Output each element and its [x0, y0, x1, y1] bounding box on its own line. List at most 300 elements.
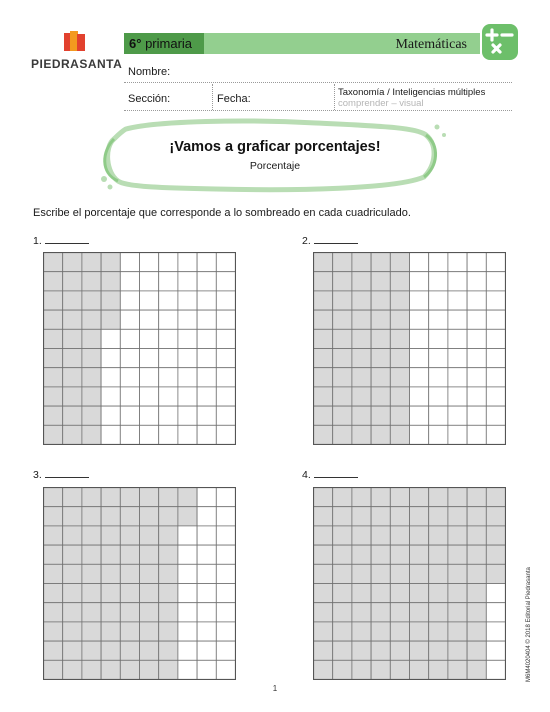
empty-cell [120, 425, 139, 444]
shaded-cell [101, 272, 120, 291]
shaded-cell [63, 622, 82, 641]
empty-cell [197, 349, 216, 368]
subject-title: Matemáticas [395, 37, 467, 52]
shaded-cell [44, 488, 63, 507]
shaded-cell [333, 660, 352, 679]
shaded-cell [314, 272, 333, 291]
shaded-cell [333, 564, 352, 583]
shaded-cell [314, 526, 333, 545]
empty-cell [410, 291, 429, 310]
grade-label [129, 36, 192, 51]
shaded-cell [352, 406, 371, 425]
empty-cell [101, 406, 120, 425]
shaded-cell [140, 641, 159, 660]
shaded-cell [390, 660, 409, 679]
shaded-cell [333, 387, 352, 406]
empty-cell [178, 387, 197, 406]
shaded-cell [314, 387, 333, 406]
empty-cell [410, 349, 429, 368]
shaded-cell [44, 310, 63, 329]
shaded-cell [371, 622, 390, 641]
shaded-cell [159, 603, 178, 622]
shaded-cell [120, 622, 139, 641]
empty-cell [410, 406, 429, 425]
empty-cell [178, 545, 197, 564]
item-label-4 [302, 468, 358, 481]
empty-cell [467, 310, 486, 329]
empty-cell [410, 253, 429, 272]
shaded-cell [63, 507, 82, 526]
shaded-cell [390, 488, 409, 507]
shaded-cell [159, 488, 178, 507]
shaded-cell [314, 545, 333, 564]
empty-cell [140, 291, 159, 310]
percent-grid-2 [313, 252, 506, 445]
item-number: 2. [302, 235, 311, 247]
shaded-cell [448, 660, 467, 679]
empty-cell [178, 310, 197, 329]
shaded-cell [352, 660, 371, 679]
shaded-cell [101, 488, 120, 507]
shaded-cell [371, 272, 390, 291]
banner-subtitle: Porcentaje [249, 160, 301, 172]
shaded-cell [429, 660, 448, 679]
shaded-cell [448, 564, 467, 583]
shaded-cell [44, 425, 63, 444]
empty-cell [197, 291, 216, 310]
shaded-cell [82, 368, 101, 387]
shaded-cell [314, 622, 333, 641]
shaded-cell [63, 526, 82, 545]
shaded-cell [429, 545, 448, 564]
empty-cell [178, 368, 197, 387]
item-number: 3. [33, 469, 42, 481]
empty-cell [216, 272, 235, 291]
shaded-cell [63, 488, 82, 507]
answer-blank[interactable] [314, 234, 358, 244]
shaded-cell [467, 526, 486, 545]
empty-cell [429, 349, 448, 368]
shaded-cell [448, 545, 467, 564]
shaded-cell [390, 387, 409, 406]
empty-cell [178, 622, 197, 641]
empty-cell [197, 387, 216, 406]
empty-cell [467, 368, 486, 387]
logo-icon [64, 31, 88, 53]
shaded-cell [140, 603, 159, 622]
empty-cell [216, 507, 235, 526]
shaded-cell [371, 660, 390, 679]
empty-cell [159, 425, 178, 444]
empty-cell [467, 349, 486, 368]
shaded-cell [352, 349, 371, 368]
shaded-cell [371, 488, 390, 507]
empty-cell [410, 387, 429, 406]
shaded-cell [333, 329, 352, 348]
shaded-cell [352, 545, 371, 564]
empty-cell [197, 253, 216, 272]
empty-cell [140, 425, 159, 444]
empty-cell [429, 310, 448, 329]
shaded-cell [140, 584, 159, 603]
shaded-cell [429, 603, 448, 622]
empty-cell [159, 349, 178, 368]
shaded-cell [63, 584, 82, 603]
shaded-cell [410, 526, 429, 545]
empty-cell [178, 526, 197, 545]
shaded-cell [410, 564, 429, 583]
seccion-fecha-field[interactable] [124, 110, 512, 111]
shaded-cell [159, 584, 178, 603]
empty-cell [178, 564, 197, 583]
empty-cell [101, 425, 120, 444]
shaded-cell [371, 507, 390, 526]
shaded-cell [410, 603, 429, 622]
empty-cell [216, 545, 235, 564]
shaded-cell [467, 584, 486, 603]
shaded-cell [159, 641, 178, 660]
shaded-cell [352, 291, 371, 310]
shaded-cell [390, 622, 409, 641]
shaded-cell [429, 622, 448, 641]
shaded-cell [101, 660, 120, 679]
shaded-cell [44, 564, 63, 583]
shaded-cell [120, 603, 139, 622]
empty-cell [159, 387, 178, 406]
shaded-cell [371, 368, 390, 387]
shaded-cell [63, 564, 82, 583]
empty-cell [159, 310, 178, 329]
empty-cell [101, 329, 120, 348]
shaded-cell [390, 368, 409, 387]
shaded-cell [371, 406, 390, 425]
empty-cell [178, 603, 197, 622]
shaded-cell [120, 584, 139, 603]
shaded-cell [44, 387, 63, 406]
empty-cell [467, 272, 486, 291]
shaded-cell [82, 603, 101, 622]
empty-cell [197, 272, 216, 291]
shaded-cell [410, 622, 429, 641]
shaded-cell [467, 603, 486, 622]
empty-cell [448, 406, 467, 425]
seccion-label: Sección: [128, 93, 171, 105]
shaded-cell [390, 507, 409, 526]
shaded-cell [140, 545, 159, 564]
shaded-cell [101, 310, 120, 329]
shaded-cell [82, 329, 101, 348]
empty-cell [486, 660, 505, 679]
answer-blank[interactable] [314, 468, 358, 478]
empty-cell [178, 641, 197, 660]
empty-cell [159, 406, 178, 425]
shaded-cell [371, 329, 390, 348]
shaded-cell [371, 603, 390, 622]
shaded-cell [371, 584, 390, 603]
divider [212, 84, 213, 110]
empty-cell [486, 310, 505, 329]
shaded-cell [63, 349, 82, 368]
shaded-cell [44, 603, 63, 622]
empty-cell [159, 272, 178, 291]
empty-cell [178, 425, 197, 444]
shaded-cell [371, 349, 390, 368]
empty-cell [120, 310, 139, 329]
empty-cell [216, 310, 235, 329]
empty-cell [159, 329, 178, 348]
shaded-cell [352, 584, 371, 603]
empty-cell [410, 425, 429, 444]
shaded-cell [333, 425, 352, 444]
nombre-label: Nombre: [128, 66, 171, 78]
empty-cell [197, 425, 216, 444]
shaded-cell [390, 641, 409, 660]
empty-cell [486, 425, 505, 444]
nombre-field[interactable] [124, 82, 512, 83]
shaded-cell [429, 507, 448, 526]
empty-cell [486, 641, 505, 660]
shaded-cell [101, 564, 120, 583]
empty-cell [216, 406, 235, 425]
shaded-cell [467, 545, 486, 564]
shaded-cell [82, 291, 101, 310]
shaded-cell [63, 291, 82, 310]
empty-cell [216, 641, 235, 660]
empty-cell [197, 488, 216, 507]
shaded-cell [410, 545, 429, 564]
shaded-cell [140, 622, 159, 641]
banner-title: ¡Vamos a graficar porcentajes! [169, 139, 381, 155]
shaded-cell [82, 425, 101, 444]
shaded-cell [82, 622, 101, 641]
shaded-cell [120, 507, 139, 526]
shaded-cell [352, 622, 371, 641]
shaded-cell [333, 488, 352, 507]
shaded-cell [44, 660, 63, 679]
shaded-cell [101, 545, 120, 564]
empty-cell [197, 507, 216, 526]
empty-cell [197, 622, 216, 641]
empty-cell [486, 291, 505, 310]
shaded-cell [371, 425, 390, 444]
shaded-cell [371, 253, 390, 272]
shaded-cell [44, 545, 63, 564]
shaded-cell [101, 291, 120, 310]
fecha-label: Fecha: [217, 93, 251, 105]
empty-cell [216, 329, 235, 348]
shaded-cell [390, 406, 409, 425]
empty-cell [178, 291, 197, 310]
shaded-cell [333, 603, 352, 622]
shaded-cell [352, 387, 371, 406]
shaded-cell [333, 272, 352, 291]
empty-cell [140, 272, 159, 291]
empty-cell [178, 272, 197, 291]
empty-cell [429, 329, 448, 348]
shaded-cell [467, 641, 486, 660]
shaded-cell [120, 564, 139, 583]
shaded-cell [140, 488, 159, 507]
shaded-cell [333, 253, 352, 272]
empty-cell [159, 291, 178, 310]
divider [334, 84, 335, 110]
empty-cell [178, 660, 197, 679]
empty-cell [486, 603, 505, 622]
shaded-cell [314, 603, 333, 622]
shaded-cell [140, 507, 159, 526]
instructions: Escribe el porcentaje que corresponde a lo sombreado en cada cuadriculado. [33, 207, 411, 219]
shaded-cell [159, 526, 178, 545]
shaded-cell [467, 622, 486, 641]
shaded-cell [333, 349, 352, 368]
shaded-cell [314, 584, 333, 603]
shaded-cell [352, 368, 371, 387]
empty-cell [216, 291, 235, 310]
empty-cell [448, 291, 467, 310]
shaded-cell [448, 526, 467, 545]
empty-cell [120, 253, 139, 272]
shaded-cell [63, 406, 82, 425]
item-label-3 [33, 468, 89, 481]
empty-cell [120, 406, 139, 425]
empty-cell [159, 253, 178, 272]
percent-grid-1 [43, 252, 236, 445]
shaded-cell [63, 545, 82, 564]
shaded-cell [44, 507, 63, 526]
empty-cell [197, 406, 216, 425]
empty-cell [429, 387, 448, 406]
shaded-cell [63, 641, 82, 660]
shaded-cell [140, 526, 159, 545]
shaded-cell [390, 603, 409, 622]
empty-cell [448, 329, 467, 348]
empty-cell [140, 349, 159, 368]
shaded-cell [352, 310, 371, 329]
empty-cell [101, 387, 120, 406]
answer-blank[interactable] [45, 234, 89, 244]
shaded-cell [467, 564, 486, 583]
shaded-cell [101, 641, 120, 660]
shaded-cell [352, 329, 371, 348]
shaded-cell [352, 641, 371, 660]
shaded-cell [333, 507, 352, 526]
shaded-cell [390, 425, 409, 444]
shaded-cell [159, 507, 178, 526]
shaded-cell [371, 526, 390, 545]
shaded-cell [410, 584, 429, 603]
empty-cell [448, 425, 467, 444]
empty-cell [101, 368, 120, 387]
brand-name: PIEDRASANTA [31, 57, 123, 71]
shaded-cell [63, 387, 82, 406]
empty-cell [197, 368, 216, 387]
shaded-cell [82, 406, 101, 425]
shaded-cell [333, 584, 352, 603]
empty-cell [140, 310, 159, 329]
shaded-cell [159, 622, 178, 641]
shaded-cell [352, 507, 371, 526]
shaded-cell [333, 310, 352, 329]
empty-cell [120, 349, 139, 368]
empty-cell [448, 272, 467, 291]
empty-cell [216, 564, 235, 583]
shaded-cell [82, 272, 101, 291]
shaded-cell [429, 641, 448, 660]
shaded-cell [352, 272, 371, 291]
answer-blank[interactable] [45, 468, 89, 478]
shaded-cell [486, 488, 505, 507]
empty-cell [197, 564, 216, 583]
shaded-cell [101, 507, 120, 526]
shaded-cell [120, 641, 139, 660]
empty-cell [486, 329, 505, 348]
shaded-cell [390, 291, 409, 310]
empty-cell [197, 603, 216, 622]
shaded-cell [314, 329, 333, 348]
percent-grid-3 [43, 487, 236, 680]
empty-cell [120, 329, 139, 348]
shaded-cell [467, 660, 486, 679]
shaded-cell [101, 253, 120, 272]
empty-cell [140, 387, 159, 406]
shaded-cell [159, 660, 178, 679]
shaded-cell [314, 406, 333, 425]
title-banner [96, 117, 452, 197]
shaded-cell [314, 310, 333, 329]
shaded-cell [44, 526, 63, 545]
shaded-cell [390, 310, 409, 329]
shaded-cell [159, 545, 178, 564]
shaded-cell [410, 488, 429, 507]
shaded-cell [44, 272, 63, 291]
empty-cell [410, 310, 429, 329]
shaded-cell [120, 488, 139, 507]
shaded-cell [314, 349, 333, 368]
empty-cell [140, 329, 159, 348]
item-label-2 [302, 234, 358, 247]
shaded-cell [390, 584, 409, 603]
shaded-cell [63, 253, 82, 272]
empty-cell [178, 406, 197, 425]
empty-cell [178, 349, 197, 368]
shaded-cell [314, 660, 333, 679]
empty-cell [486, 368, 505, 387]
empty-cell [216, 368, 235, 387]
empty-cell [140, 406, 159, 425]
empty-cell [216, 488, 235, 507]
item-number: 4. [302, 469, 311, 481]
shaded-cell [63, 368, 82, 387]
empty-cell [467, 253, 486, 272]
shaded-cell [314, 641, 333, 660]
shaded-cell [352, 253, 371, 272]
shaded-cell [429, 564, 448, 583]
shaded-cell [371, 564, 390, 583]
shaded-cell [101, 603, 120, 622]
shaded-cell [44, 584, 63, 603]
empty-cell [120, 272, 139, 291]
empty-cell [140, 368, 159, 387]
shaded-cell [333, 641, 352, 660]
shaded-cell [82, 584, 101, 603]
shaded-cell [82, 387, 101, 406]
shaded-cell [486, 526, 505, 545]
shaded-cell [82, 488, 101, 507]
empty-cell [429, 291, 448, 310]
empty-cell [216, 603, 235, 622]
shaded-cell [371, 387, 390, 406]
empty-cell [448, 349, 467, 368]
